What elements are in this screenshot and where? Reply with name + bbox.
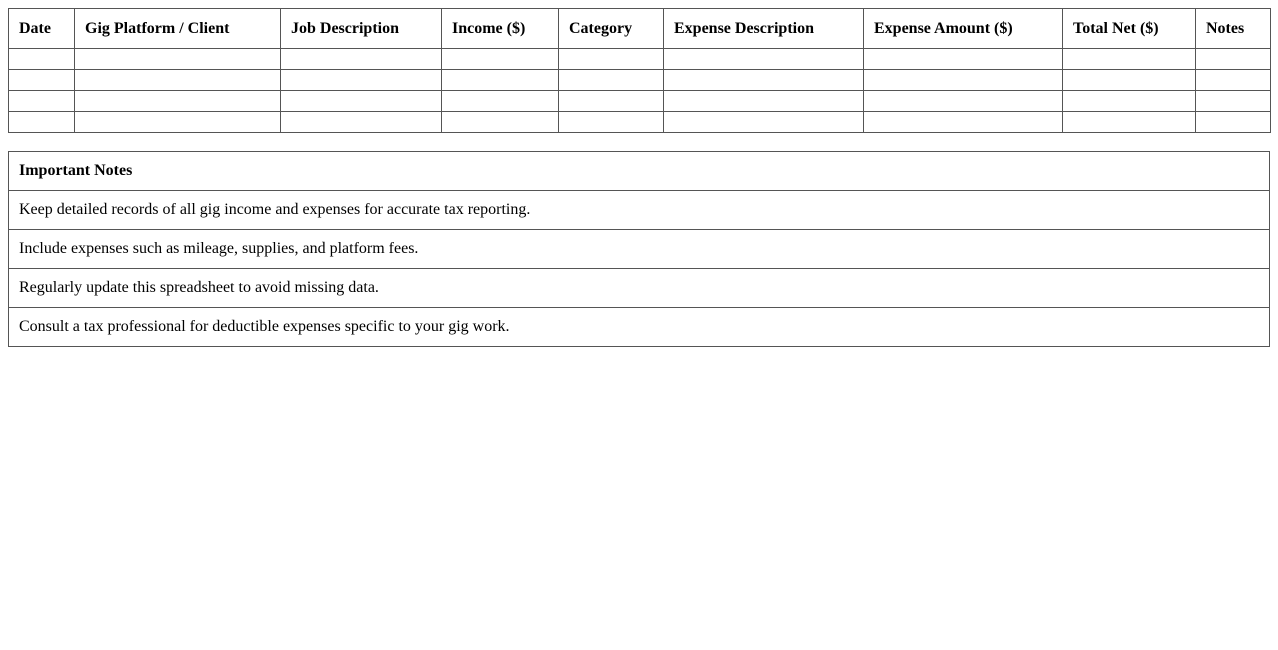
table-cell[interactable]	[75, 49, 281, 70]
page	[8, 8, 1270, 347]
column-header-job-description: Job Description	[281, 9, 442, 49]
table-cell[interactable]	[281, 49, 442, 70]
table-cell[interactable]	[9, 49, 75, 70]
table-cell[interactable]	[664, 112, 864, 133]
table-cell[interactable]	[1196, 70, 1271, 91]
note-item: Consult a tax professional for deductible expenses specific to your gig work.	[9, 308, 1270, 347]
table-cell[interactable]	[442, 70, 559, 91]
table-cell[interactable]	[1196, 49, 1271, 70]
table-cell[interactable]	[559, 112, 664, 133]
notes-title: Important Notes	[9, 152, 1270, 191]
notes-row	[9, 308, 1270, 347]
table-cell[interactable]	[281, 91, 442, 112]
table-cell[interactable]	[1196, 91, 1271, 112]
column-header-notes: Notes	[1196, 9, 1271, 49]
table-cell[interactable]	[75, 112, 281, 133]
table-cell[interactable]	[1063, 91, 1196, 112]
table-cell[interactable]	[1063, 112, 1196, 133]
column-header-gig-platform-client: Gig Platform / Client	[75, 9, 281, 49]
table-cell[interactable]	[664, 70, 864, 91]
column-header-date: Date	[9, 9, 75, 49]
table-cell[interactable]	[75, 91, 281, 112]
table-row	[9, 91, 1271, 112]
table-cell[interactable]	[442, 49, 559, 70]
table-row	[9, 70, 1271, 91]
table-cell[interactable]	[664, 91, 864, 112]
table-cell[interactable]	[9, 112, 75, 133]
table-cell[interactable]	[559, 49, 664, 70]
note-item: Include expenses such as mileage, supplies, and platform fees.	[9, 230, 1270, 269]
notes-row	[9, 230, 1270, 269]
table-cell[interactable]	[442, 112, 559, 133]
table-cell[interactable]	[864, 70, 1063, 91]
table-cell[interactable]	[9, 91, 75, 112]
column-header-income: Income ($)	[442, 9, 559, 49]
notes-row	[9, 269, 1270, 308]
column-header-total-net: Total Net ($)	[1063, 9, 1196, 49]
note-item: Regularly update this spreadsheet to avoid missing data.	[9, 269, 1270, 308]
notes-row	[9, 191, 1270, 230]
gig-income-table	[8, 8, 1271, 133]
table-row	[9, 49, 1271, 70]
notes-title-row	[9, 152, 1270, 191]
column-header-category: Category	[559, 9, 664, 49]
table-cell[interactable]	[281, 112, 442, 133]
table-cell[interactable]	[9, 70, 75, 91]
important-notes-table	[8, 151, 1270, 347]
table-cell[interactable]	[864, 112, 1063, 133]
table-cell[interactable]	[281, 70, 442, 91]
table-cell[interactable]	[1063, 70, 1196, 91]
table-cell[interactable]	[664, 49, 864, 70]
note-item: Keep detailed records of all gig income and expenses for accurate tax reporting.	[9, 191, 1270, 230]
column-header-expense-amount: Expense Amount ($)	[864, 9, 1063, 49]
table-row	[9, 112, 1271, 133]
table-cell[interactable]	[559, 70, 664, 91]
table-cell[interactable]	[864, 91, 1063, 112]
table-cell[interactable]	[559, 91, 664, 112]
table-cell[interactable]	[75, 70, 281, 91]
table-cell[interactable]	[442, 91, 559, 112]
table-cell[interactable]	[864, 49, 1063, 70]
table-cell[interactable]	[1063, 49, 1196, 70]
table-cell[interactable]	[1196, 112, 1271, 133]
column-header-expense-description: Expense Description	[664, 9, 864, 49]
table-header-row	[9, 9, 1271, 49]
